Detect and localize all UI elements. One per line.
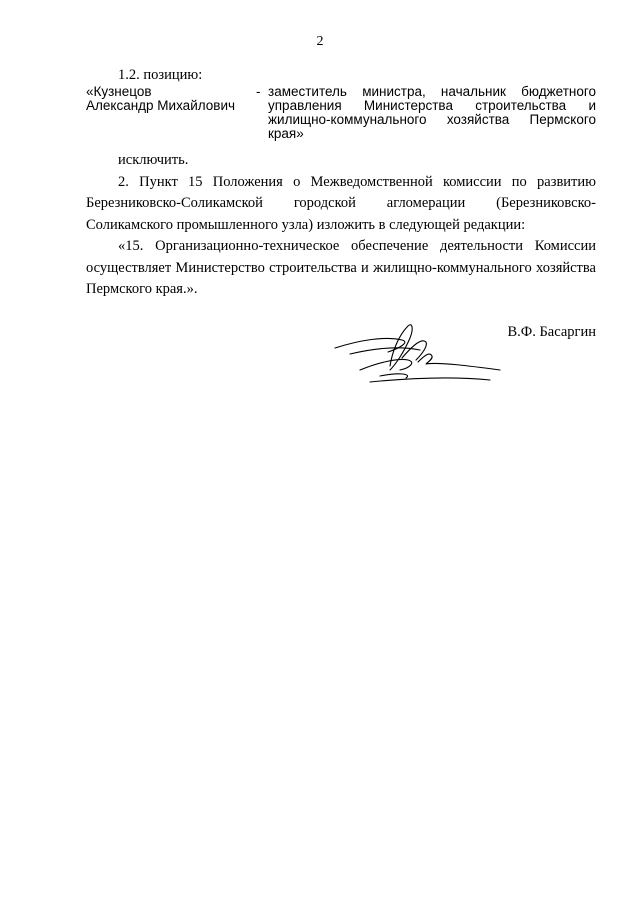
body-text <box>86 150 596 301</box>
signature-image <box>330 318 510 390</box>
person-name <box>86 85 256 113</box>
person-name-line-2: Александр Михайлович <box>86 98 236 113</box>
page-number: 2 <box>316 34 324 49</box>
exclude-line: исключить. <box>118 152 189 168</box>
signer-name: В.Ф. Басаргин <box>507 324 596 340</box>
item-15-paragraph: «15. Организационно-техническое обеспечение деятельности Комиссии осуществляет Министерство строительства и жилищно-коммунального хозяйства Пермского края.». <box>86 238 596 297</box>
person-role: заместитель министра, начальник бюджетного управления Министерства строительства и жилищно-коммунального хозяйства Пермского края» <box>268 84 596 141</box>
person-name-line-1: «Кузнецов <box>86 84 152 99</box>
item-2-paragraph: 2. Пункт 15 Положения о Межведомственной комиссии по развитию Березниковско-Соликамской городской агломерации (Березниковско-Соликамского промышленного узла) изложить в следующей редакции: <box>86 173 596 233</box>
item-1-2-heading: 1.2. позицию: <box>118 67 203 83</box>
person-dash: - <box>256 84 261 99</box>
